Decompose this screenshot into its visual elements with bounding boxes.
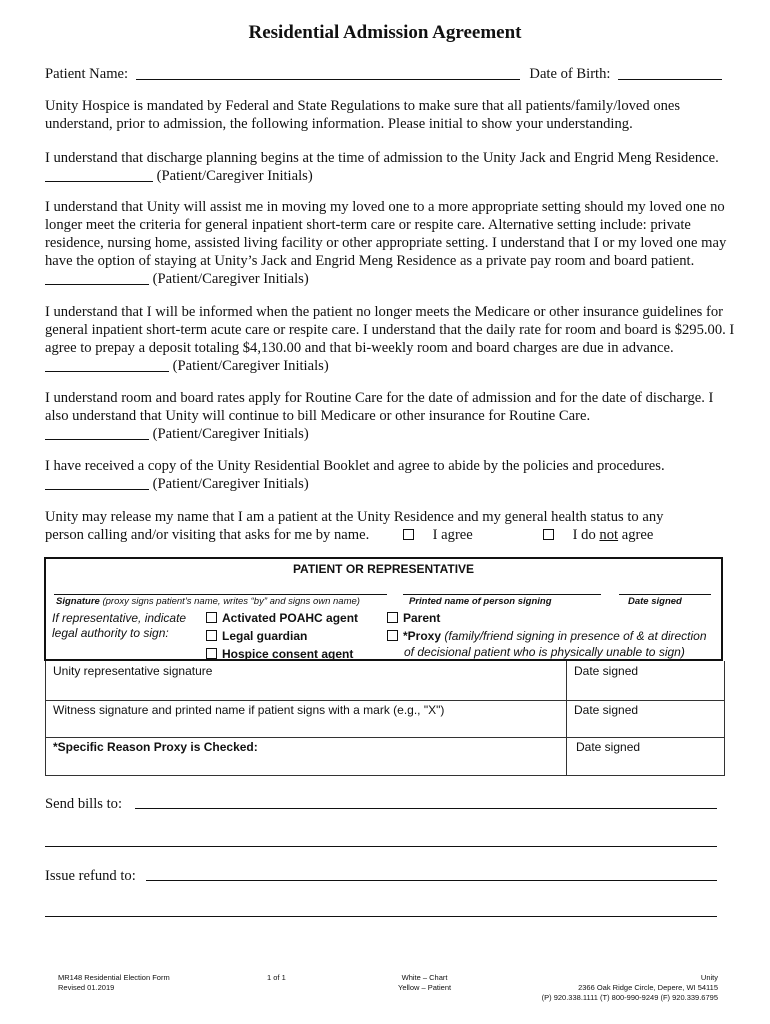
- unity-rep-signature-cell[interactable]: [46, 661, 567, 701]
- agree-checkbox[interactable]: [403, 529, 414, 540]
- footer-organization: [542, 973, 718, 1003]
- send-bills-line[interactable]: [135, 808, 717, 809]
- footer-form-info: [58, 973, 170, 993]
- disagree-label-not: not: [599, 527, 619, 543]
- proxy-reason-label: *Specific Reason Proxy is Checked:: [53, 740, 258, 754]
- release-line-2: person calling and/or visiting that asks for me by name.: [45, 527, 370, 543]
- option-hospice-consent[interactable]: [206, 647, 353, 661]
- clause-room-board-rate: [45, 303, 735, 375]
- printed-name-line[interactable]: [403, 594, 601, 595]
- patient-representative-box: [44, 557, 723, 661]
- clause-booklet: [45, 457, 735, 493]
- issue-refund-label: Issue refund to:: [45, 868, 136, 884]
- date-signed-label: Date signed: [576, 740, 641, 754]
- option-proxy[interactable]: [387, 629, 707, 643]
- if-representative-text: If representative, indicate: [52, 611, 187, 625]
- footer-phones: (P) 920.338.1111 (T) 800-990-9249 (F) 920.339.6795: [541, 993, 718, 1002]
- footer-address: 2366 Oak Ridge Circle, Depere, WI 54115: [578, 983, 718, 992]
- proxy-label-rest: (family/friend signing in presence of & at direction: [441, 629, 707, 643]
- printed-name-caption: Printed name of person signing: [409, 596, 552, 607]
- patient-name-field[interactable]: [136, 65, 520, 80]
- signature-caption-bold: Signature: [56, 596, 100, 607]
- proxy-label-bold: *Proxy: [403, 629, 442, 643]
- legal-authority-text: legal authority to sign:: [52, 626, 169, 640]
- unity-rep-label: Unity representative signature: [53, 664, 213, 678]
- option-parent[interactable]: [387, 611, 440, 625]
- date-signed-label: Date signed: [574, 664, 639, 678]
- issue-refund-line[interactable]: [146, 880, 717, 881]
- send-bills-line-2[interactable]: [45, 846, 717, 847]
- initials-label: (Patient/Caregiver Initials): [152, 271, 309, 287]
- witness-label: Witness signature and printed name if patient signs with a mark (e.g., "X"): [53, 703, 445, 717]
- hospice-checkbox[interactable]: [206, 648, 217, 659]
- initials-label: (Patient/Caregiver Initials): [152, 426, 309, 442]
- footer-form-name: MR148 Residential Election Form: [58, 973, 170, 982]
- disagree-label-pre: I do: [572, 527, 600, 543]
- clause-text: I understand room and board rates apply for Routine Care for the date of admission and for the date of discharge. I also understand that Unity will continue to bill Medicare or other insurance for Routine Care.: [45, 390, 714, 424]
- poahc-label: Activated POAHC agent: [222, 611, 359, 625]
- initials-field[interactable]: [45, 357, 169, 372]
- hospice-label: Hospice consent agent: [222, 647, 354, 661]
- clause-discharge-planning: [45, 149, 735, 185]
- proxy-reason-date-cell[interactable]: [567, 738, 725, 775]
- agree-option[interactable]: [403, 526, 473, 544]
- initials-label: (Patient/Caregiver Initials): [172, 358, 329, 374]
- clause-text: I have received a copy of the Unity Residential Booklet and agree to abide by the policies and procedures.: [45, 458, 665, 474]
- clause-routine-care: [45, 389, 735, 443]
- clause-text: I understand that Unity will assist me in moving my loved one to a more appropriate setting should my loved one no longer meet the criteria for general inpatient short-term care or respite care. Alternative setting include: private residence, nursing home, assisted living facility or other appropriate setting. I understand that I or my loved one may have the option of staying at Unity’s Jack and Engrid Meng Residence as a private pay room and board patient.: [45, 199, 727, 269]
- date-signed-label: Date signed: [574, 703, 639, 717]
- initials-field[interactable]: [45, 270, 149, 285]
- patient-info-line: [45, 65, 722, 83]
- dob-field[interactable]: [618, 65, 722, 80]
- disagree-label-post: agree: [618, 527, 654, 543]
- initials-label: (Patient/Caregiver Initials): [156, 168, 313, 184]
- footer-copy-white: White – Chart: [401, 973, 448, 982]
- witness-date-cell[interactable]: [567, 701, 725, 738]
- issue-refund-line-2[interactable]: [45, 916, 717, 917]
- document-title: Residential Admission Agreement: [248, 22, 522, 43]
- option-legal-guardian[interactable]: [206, 629, 307, 643]
- rep-box-title: PATIENT OR REPRESENTATIVE: [292, 562, 475, 576]
- clause-text: I understand that I will be informed when the patient no longer meets the Medicare or other insurance guidelines for general inpatient short-term acute care or respite care. I understand that the daily rate for room and board is $295.00. I agree to prepay a deposit totaling $4,130.00 and that bi-weekly room and board charges are due in advance.: [45, 304, 735, 356]
- date-signed-line[interactable]: [619, 594, 711, 595]
- proxy-label-line2: of decisional patient who is physically unable to sign): [404, 645, 685, 659]
- guardian-label: Legal guardian: [222, 629, 308, 643]
- signature-grid: [45, 661, 725, 776]
- footer-copy-distribution: [398, 973, 451, 993]
- clause-alternative-setting: [45, 198, 735, 288]
- intro-paragraph: Unity Hospice is mandated by Federal and State Regulations to make sure that all patients/family/loved ones understand, prior to admission, the following information. Please initial to show your understanding.: [45, 98, 681, 132]
- parent-checkbox[interactable]: [387, 612, 398, 623]
- signature-line[interactable]: [54, 594, 387, 595]
- footer-org-name: Unity: [700, 973, 718, 982]
- witness-signature-cell[interactable]: [46, 701, 567, 738]
- guardian-checkbox[interactable]: [206, 630, 217, 641]
- proxy-checkbox[interactable]: [387, 630, 398, 641]
- option-poahc[interactable]: [206, 611, 358, 625]
- initials-label: (Patient/Caregiver Initials): [152, 476, 309, 492]
- signature-caption: [56, 596, 360, 607]
- footer-revised: Revised 01.2019: [58, 983, 115, 992]
- dob-label: Date of Birth:: [529, 66, 611, 82]
- footer-copy-yellow: Yellow – Patient: [398, 983, 452, 992]
- footer-page-number: 1 of 1: [267, 973, 286, 982]
- disagree-option[interactable]: [543, 526, 653, 544]
- clause-text: I understand that discharge planning begins at the time of admission to the Unity Jack and Engrid Meng Residence.: [45, 150, 719, 166]
- date-signed-caption: Date signed: [628, 596, 682, 607]
- signature-caption-rest: (proxy signs patient’s name, writes “by” and signs own name): [99, 596, 360, 607]
- parent-label: Parent: [403, 611, 441, 625]
- release-line-1: Unity may release my name that I am a patient at the Unity Residence and my general health status to any: [45, 509, 664, 525]
- agree-label: I agree: [432, 527, 473, 543]
- patient-name-label: Patient Name:: [45, 66, 129, 82]
- initials-field[interactable]: [45, 425, 149, 440]
- proxy-reason-cell[interactable]: [46, 738, 567, 775]
- disagree-checkbox[interactable]: [543, 529, 554, 540]
- unity-rep-date-cell[interactable]: [567, 661, 725, 701]
- send-bills-label: Send bills to:: [45, 796, 123, 812]
- poahc-checkbox[interactable]: [206, 612, 217, 623]
- initials-field[interactable]: [45, 475, 149, 490]
- initials-field[interactable]: [45, 167, 153, 182]
